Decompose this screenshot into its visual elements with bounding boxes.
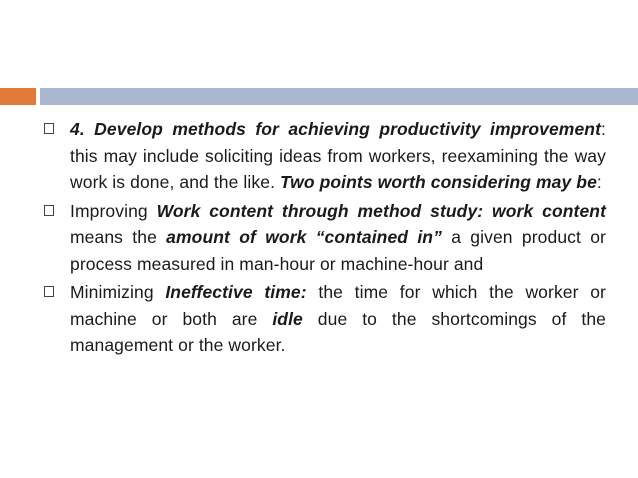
emphasis-text: 4. Develop methods for achieving productivity improvement xyxy=(70,119,602,139)
body-text: Improving xyxy=(70,200,157,221)
bullet-list xyxy=(44,116,606,361)
emphasis-text: idle xyxy=(272,308,303,329)
body-text: Minimizing xyxy=(70,282,166,302)
bullet-text xyxy=(70,116,606,196)
bullet-item xyxy=(44,116,606,196)
bullet-text xyxy=(70,198,606,278)
body-text: means the xyxy=(70,227,167,247)
body-text: due to the shortcomings of the management or the worker. xyxy=(70,308,606,355)
emphasis-text: amount of work “contained in” xyxy=(166,227,442,247)
bullet-text xyxy=(70,279,606,359)
emphasis-text: Ineffective time: xyxy=(165,282,307,302)
emphasis-text: Two points worth considering may be xyxy=(280,172,597,192)
bullet-item xyxy=(44,279,606,359)
bullet-item xyxy=(44,198,606,278)
body-text: : this may include soliciting ideas from workers, reexamining the way work is done, and the like. xyxy=(70,119,606,192)
emphasis-text: Work content through method study: work content xyxy=(156,200,606,221)
body-text: the time for which the worker or machine or both are xyxy=(70,282,606,329)
header-bar xyxy=(40,88,638,105)
hollow-square-icon xyxy=(44,205,54,216)
body-text: : xyxy=(596,172,602,192)
body-text: a given product or process measured in man-hour or machine-hour and xyxy=(70,227,606,274)
hollow-square-icon xyxy=(44,286,54,297)
hollow-square-icon xyxy=(44,123,54,134)
accent-bar xyxy=(0,88,36,105)
